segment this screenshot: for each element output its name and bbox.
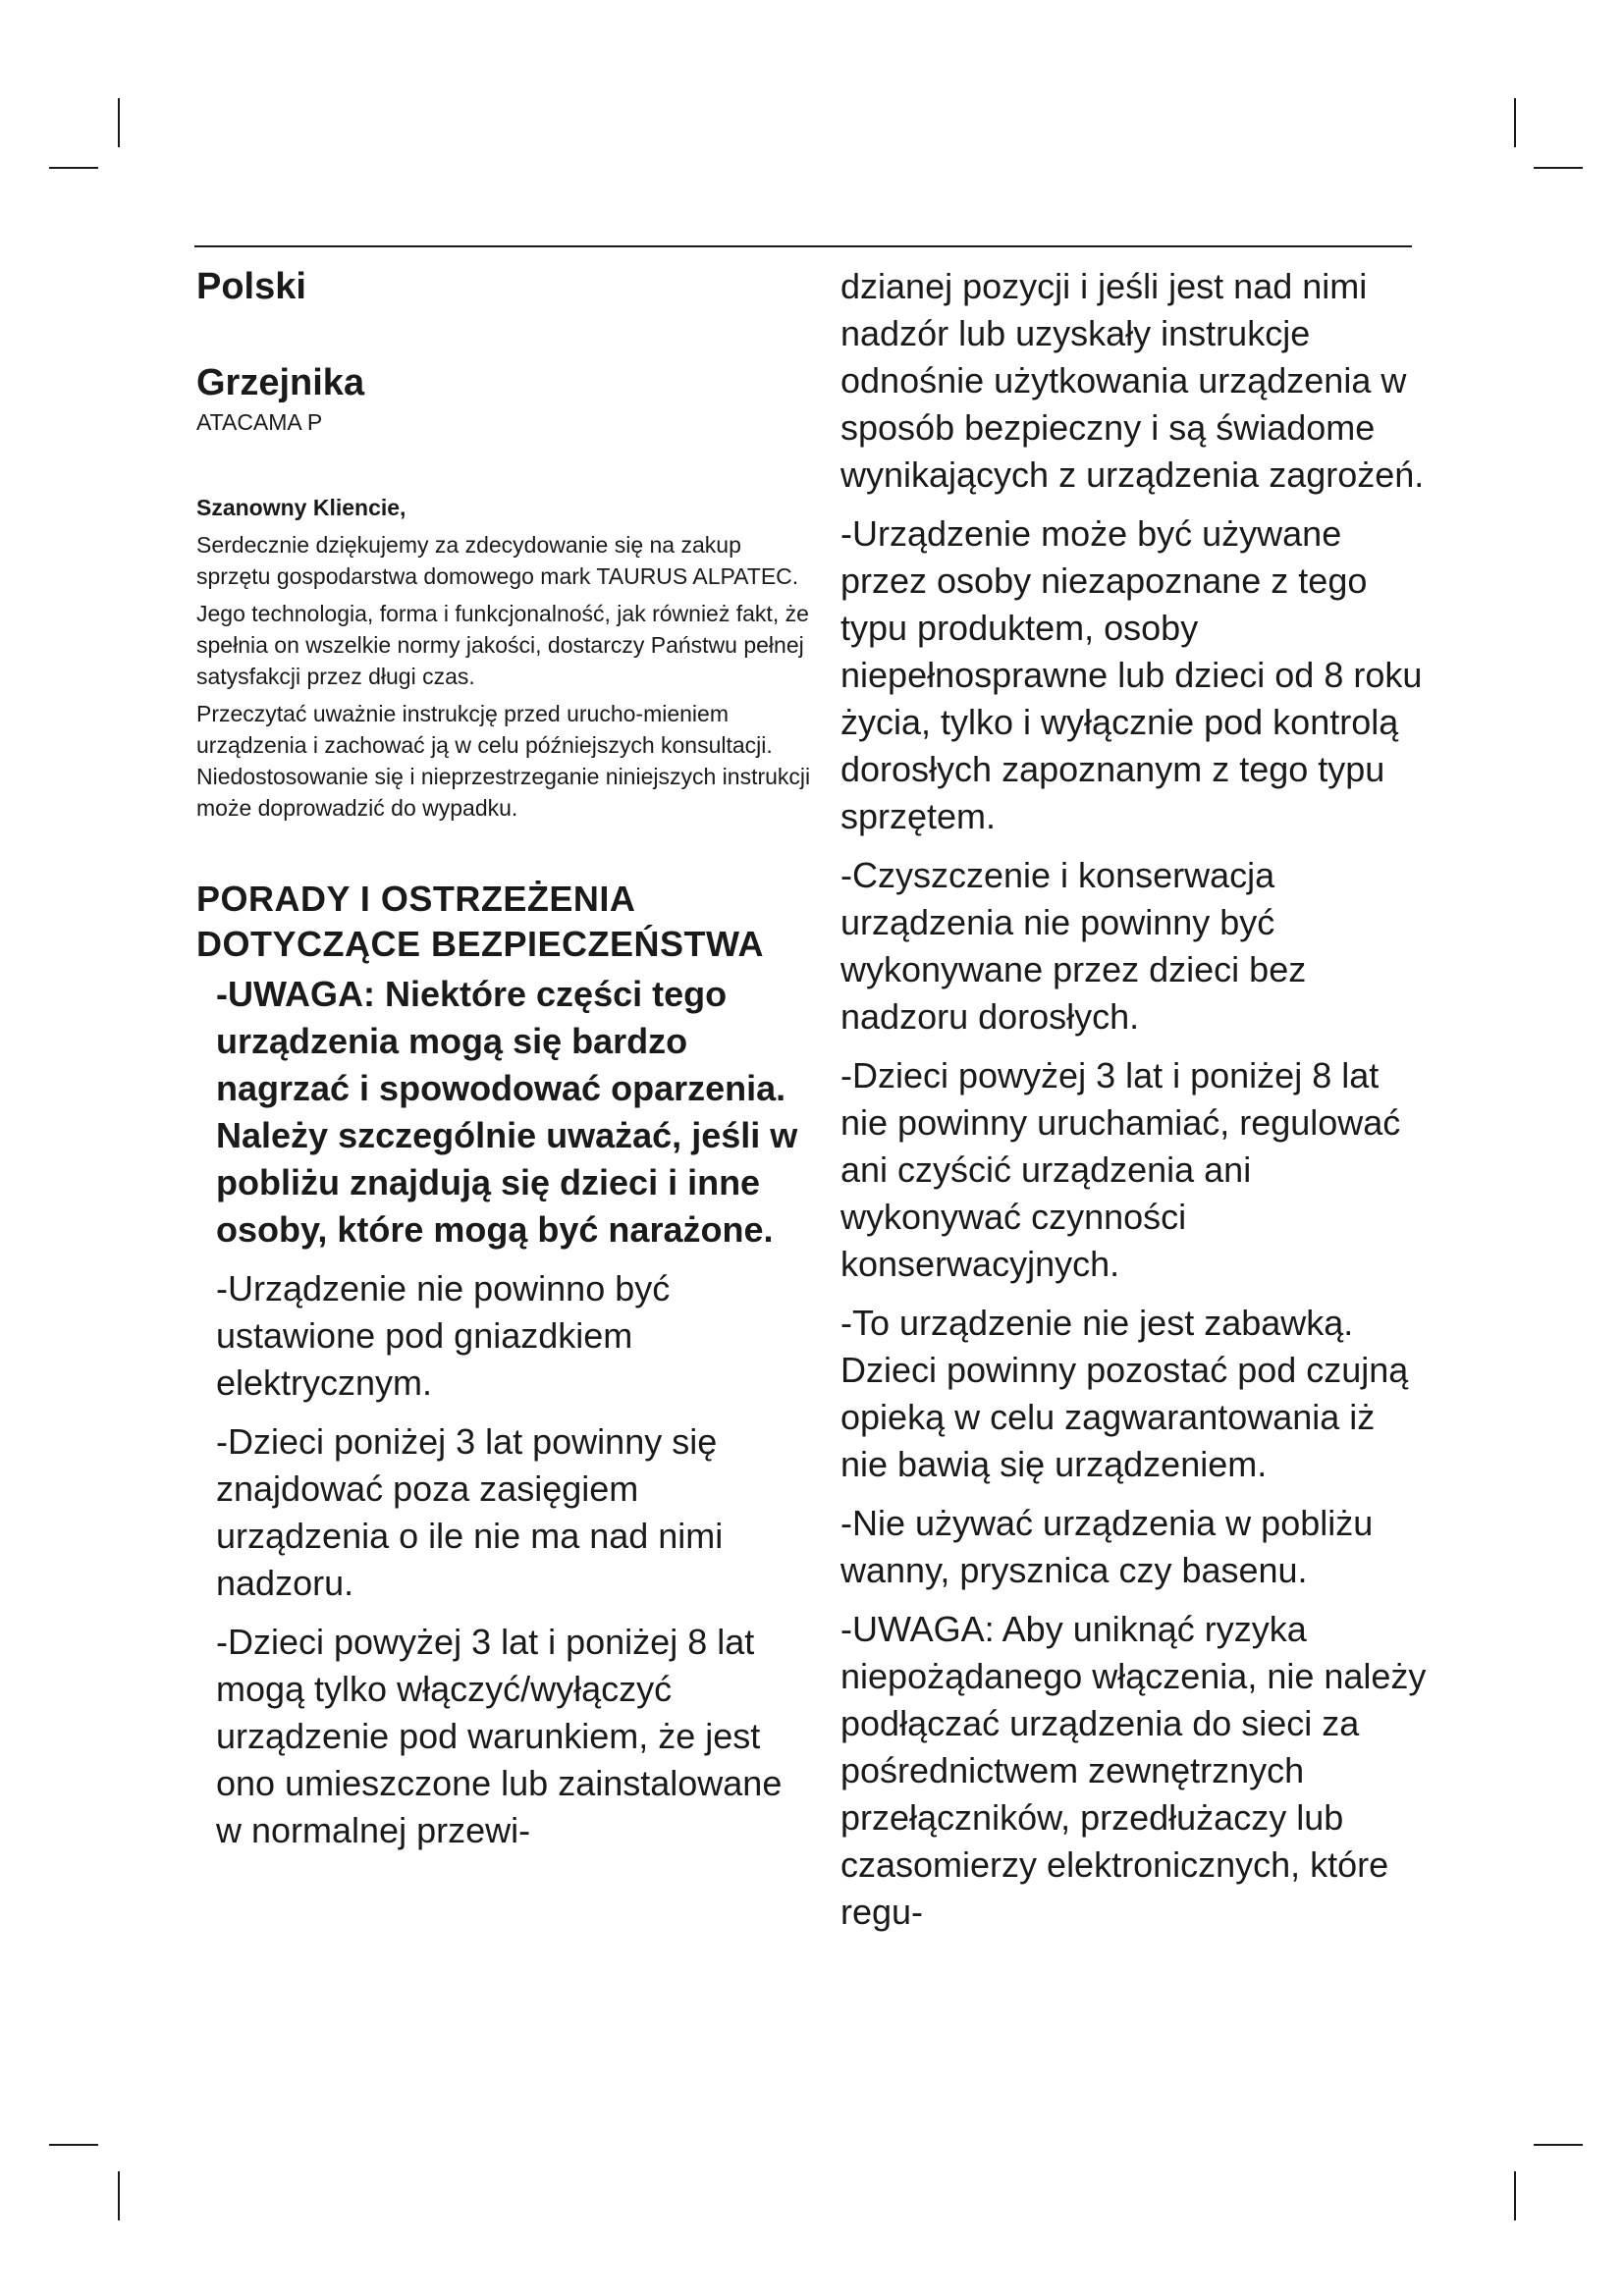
crop-mark-bottom-left-vertical: [118, 2171, 120, 2220]
crop-mark-top-left-horizontal: [49, 167, 98, 169]
intro-paragraph: Przeczytać uważnie instrukcję przed urucho-mieniem urządzenia i zachować ją w celu późniejszych konsultacji. Niedostosowanie się i nieprzestrzeganie niniejszych instrukcji może doprowadzić do wypadku.: [196, 700, 811, 821]
warning-item: -UWAGA: Niektóre części tego urządzenia mogą się bardzo nagrzać i spowodować oparzenia. Należy szczególnie uważać, jeśli w pobliżu znajdują się dzieci i inne osoby, które mogą być narażone.: [216, 973, 798, 1250]
intro-text: [196, 529, 815, 824]
warning-item: -To urządzenie nie jest zabawką. Dzieci powinny pozostać pod czujną opieką w celu zagwarantowania iż nie bawią się urządzeniem.: [840, 1303, 1409, 1484]
warning-item: -UWAGA: Aby uniknąć ryzyka niepożądanego włączenia, nie należy podłączać urządzenia do sieci za pośrednictwem zewnętrznych przełączników, przedłużaczy lub czasomierzy elektronicznych, które regu-: [840, 1609, 1427, 1932]
intro-paragraph: Jego technologia, forma i funkcjonalność, jak również fakt, że spełnia on wszelkie normy jakości, dostarczy Państwu pełnej satysfakcji przez długi czas.: [196, 600, 809, 689]
crop-mark-top-right-horizontal: [1534, 167, 1583, 169]
warning-item: -Urządzenie nie powinno być ustawione pod gniazdkiem elektrycznym.: [216, 1267, 671, 1403]
product-name: Grzejnika: [196, 361, 365, 403]
language-title: Polski: [196, 266, 306, 307]
warning-item: -Dzieci powyżej 3 lat i poniżej 8 lat mogą tylko włączyć/wyłączyć urządzenie pod warunkiem, że jest ono umieszczone lub zainstalowane w normalnej przewi-: [216, 1621, 783, 1850]
warning-item: -Czyszczenie i konserwacja urządzenia nie powinny być wykonywane przez dzieci bez nadzoru dorosłych.: [840, 855, 1307, 1037]
crop-mark-top-left-vertical: [118, 98, 120, 147]
top-rule: [194, 245, 1412, 247]
warning-item: -Nie używać urządzenia w pobliżu wanny, prysznica czy basenu.: [840, 1503, 1374, 1590]
safety-heading: PORADY I OSTRZEŻENIA DOTYCZĄCE BEZPIECZEŃSTWA: [196, 878, 765, 964]
intro-paragraph: Serdecznie dziękujemy za zdecydowanie się na zakup sprzętu gospodarstwa domowego mark TAURUS ALPATEC.: [196, 531, 799, 589]
crop-mark-bottom-right-horizontal: [1534, 2144, 1583, 2146]
crop-mark-bottom-right-vertical: [1514, 2171, 1516, 2220]
warning-item: -Dzieci poniżej 3 lat powinny się znajdować poza zasięgiem urządzenia o ile nie ma nad nimi nadzoru.: [216, 1420, 724, 1603]
greeting: Szanowny Kliencie,: [196, 494, 406, 520]
crop-mark-top-right-vertical: [1514, 98, 1516, 147]
crop-mark-bottom-left-horizontal: [49, 2144, 98, 2146]
warning-item: -Urządzenie może być używane przez osoby niezapoznane z tego typu produktem, osoby niepełnosprawne lub dzieci od 8 roku życia, tylko i wyłącznie pod kontrolą dorosłych zapoznanym z tego typu sprzętem.: [840, 513, 1423, 836]
warning-item: -Dzieci powyżej 3 lat i poniżej 8 lat nie powinny uruchamiać, regulować ani czyścić urządzenia ani wykonywać czynności konserwacyjnych.: [840, 1055, 1401, 1284]
model-name: ATACAMA P: [196, 409, 323, 436]
left-column: [196, 255, 815, 1866]
warning-item: dzianej pozycji i jeśli jest nad nimi nadzór lub uzyskały instrukcje odnośnie użytkowania urządzenia w sposób bezpieczny i są świadome wynikających z urządzenia zagrożeń.: [840, 266, 1425, 495]
right-column: [840, 255, 1430, 1948]
